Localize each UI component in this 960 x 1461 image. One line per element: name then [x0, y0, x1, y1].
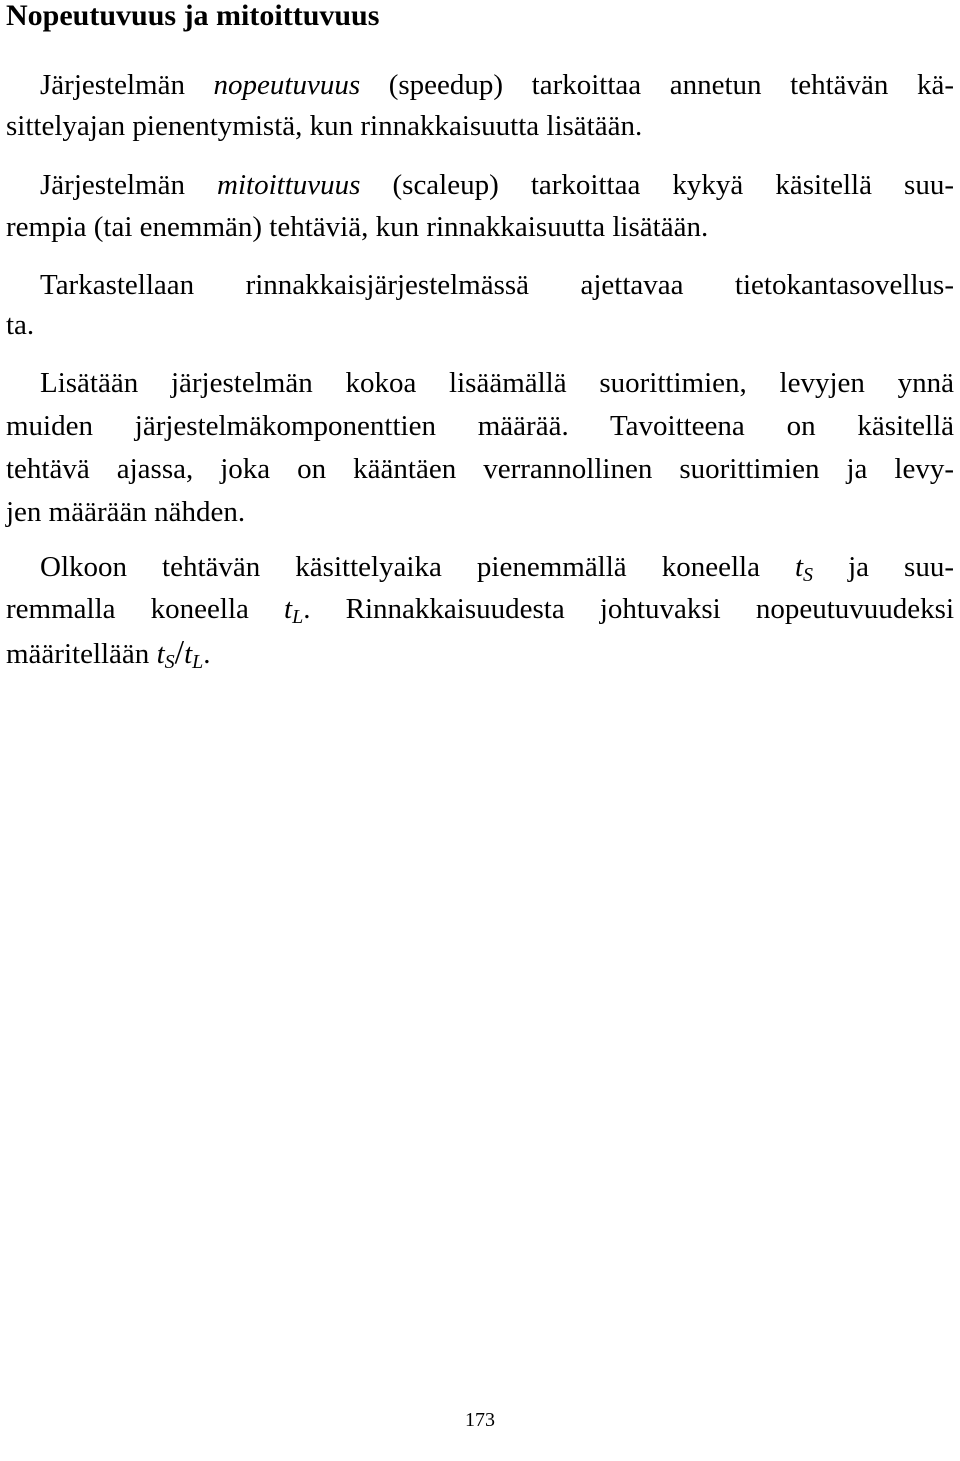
text: Järjestelmän — [40, 69, 214, 101]
math-slash: / — [174, 634, 185, 671]
paragraph-increase-line-1: Lisätään järjestelmän kokoa lisäämällä suorittimien, levyjen ynnä — [40, 367, 954, 399]
text: remmalla koneella — [6, 593, 285, 625]
math-subscript-l: L — [192, 651, 204, 673]
math-t: t — [284, 593, 293, 625]
term-mitoittuvuus: mitoittuvuus — [217, 169, 361, 201]
paragraph-scaleup-line-1 — [40, 169, 954, 201]
paragraph-definition-line-2 — [6, 593, 954, 628]
text: Järjestelmän — [40, 169, 218, 201]
term-nopeutuvuus: nopeutuvuus — [213, 69, 361, 101]
text: määritellään — [6, 638, 157, 670]
paragraph-definition-line-1 — [40, 551, 954, 586]
paragraph-definition-line-3 — [6, 634, 954, 673]
math-subscript-s: S — [803, 564, 814, 586]
text: Olkoon tehtävän käsittelyaika pienemmällä koneella — [40, 551, 795, 583]
math-subscript-l: L — [292, 606, 304, 628]
page-number: 173 — [465, 1409, 495, 1431]
math-subscript-s: S — [164, 651, 175, 673]
text: (speedup) tarkoittaa annetun tehtävän kä- — [360, 69, 954, 101]
paragraph-increase-line-4: jen määrään nähden. — [6, 496, 246, 528]
paragraph-scaleup-line-2: rempia (tai enemmän) tehtäviä, kun rinnakkaisuutta lisätään. — [6, 211, 709, 243]
text: . — [203, 638, 211, 670]
text: (scaleup) tarkoittaa kykyä käsitellä suu- — [360, 169, 955, 201]
paragraph-application-line-1: Tarkastellaan rinnakkaisjärjestelmässä ajettavaa tietokantasovellus- — [40, 269, 954, 301]
section-heading: Nopeutuvuus ja mitoittuvuus — [6, 0, 380, 32]
paragraph-application-line-2: ta. — [6, 309, 35, 341]
text: . Rinnakkaisuudesta johtuvaksi nopeutuvuudeksi — [303, 593, 954, 625]
paragraph-increase-line-3: tehtävä ajassa, joka on kääntäen verrannollinen suorittimien ja levy- — [6, 453, 954, 485]
paragraph-speedup-line-2: sittelyajan pienentymistä, kun rinnakkaisuutta lisätään. — [6, 110, 643, 142]
paragraph-increase-line-2: muiden järjestelmäkomponenttien määrää. Tavoitteena on käsitellä — [6, 410, 954, 442]
text: ja suu- — [813, 551, 954, 583]
math-t: t — [156, 638, 165, 670]
math-t: t — [184, 638, 193, 670]
paragraph-speedup-line-1 — [40, 69, 954, 101]
math-t: t — [794, 551, 804, 583]
